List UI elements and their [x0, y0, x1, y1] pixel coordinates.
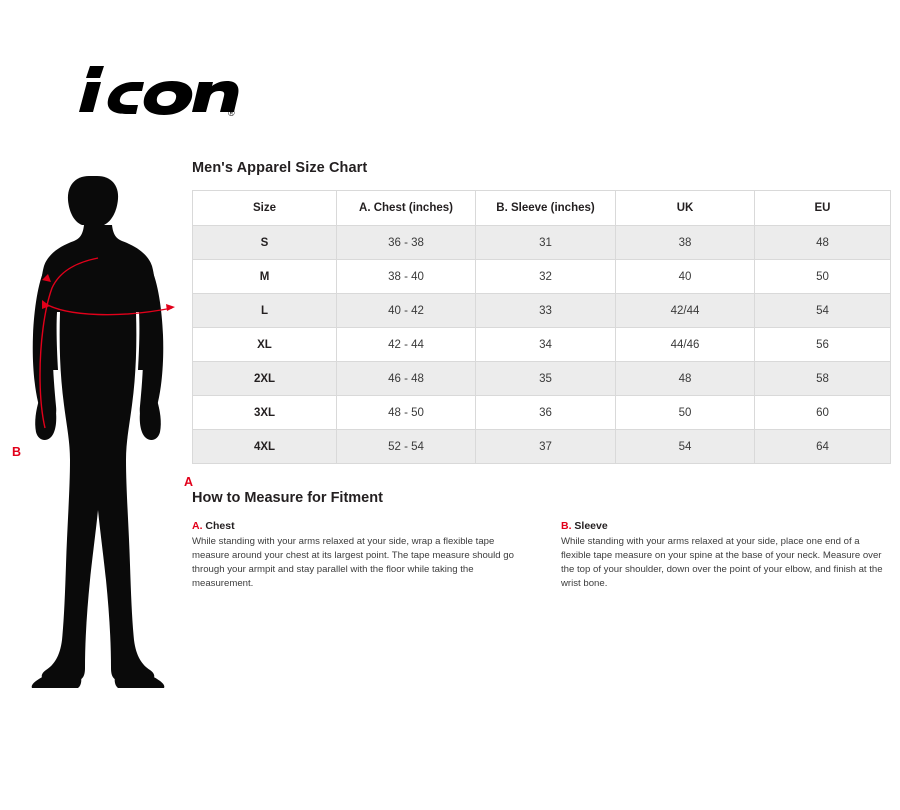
- cell-uk: 44/46: [616, 328, 755, 362]
- table-row: [193, 226, 891, 260]
- cell-chest: 46 - 48: [337, 362, 476, 396]
- cell-size: XL: [193, 328, 337, 362]
- cell-size: 4XL: [193, 430, 337, 464]
- content-column: [192, 160, 890, 591]
- cell-eu: 56: [755, 328, 891, 362]
- registered-mark: ®: [228, 108, 235, 118]
- cell-chest: 48 - 50: [337, 396, 476, 430]
- cell-eu: 58: [755, 362, 891, 396]
- cell-uk: 40: [616, 260, 755, 294]
- cell-uk: 50: [616, 396, 755, 430]
- cell-size: 3XL: [193, 396, 337, 430]
- cell-uk: 42/44: [616, 294, 755, 328]
- cell-size: 2XL: [193, 362, 337, 396]
- column-header-chest: A. Chest (inches): [337, 191, 476, 226]
- cell-uk: 38: [616, 226, 755, 260]
- brand-logo: [60, 60, 240, 120]
- chest-arrow-head-right-icon: [166, 304, 175, 311]
- cell-chest: 38 - 40: [337, 260, 476, 294]
- icon-wordmark-icon: [60, 60, 240, 122]
- how-to-measure-chest: [192, 520, 517, 591]
- how-to-measure-sleeve: [561, 520, 886, 591]
- how-to-sleeve-text: While standing with your arms relaxed at your side, place one end of a flexible tape measure on your spine at the base of your neck. Measure over the top of your shoulder, down over the point of your elbow, and finish at the wrist bone.: [561, 536, 883, 589]
- cell-sleeve: 34: [476, 328, 616, 362]
- cell-sleeve: 31: [476, 226, 616, 260]
- how-to-measure-title: How to Measure for Fitment: [192, 490, 383, 506]
- male-body-silhouette-icon: [12, 170, 192, 690]
- column-header-size: Size: [193, 191, 337, 226]
- how-to-chest-letter: A.: [192, 520, 203, 532]
- measurement-figure: [12, 170, 192, 690]
- cell-eu: 48: [755, 226, 891, 260]
- cell-sleeve: 35: [476, 362, 616, 396]
- cell-eu: 64: [755, 430, 891, 464]
- cell-eu: 54: [755, 294, 891, 328]
- table-row: [193, 294, 891, 328]
- cell-sleeve: 36: [476, 396, 616, 430]
- table-row: [193, 430, 891, 464]
- cell-size: S: [193, 226, 337, 260]
- how-to-measure-section: [192, 490, 890, 591]
- column-header-eu: EU: [755, 191, 891, 226]
- cell-chest: 36 - 38: [337, 226, 476, 260]
- column-header-sleeve: B. Sleeve (inches): [476, 191, 616, 226]
- how-to-sleeve-heading: [561, 520, 886, 532]
- cell-eu: 50: [755, 260, 891, 294]
- how-to-sleeve-letter: B.: [561, 520, 572, 532]
- table-header-row: [193, 191, 891, 226]
- table-row: [193, 328, 891, 362]
- table-row: [193, 260, 891, 294]
- callout-label-a: A: [184, 475, 194, 489]
- column-header-uk: UK: [616, 191, 755, 226]
- cell-size: L: [193, 294, 337, 328]
- page-title: Men's Apparel Size Chart: [192, 160, 368, 176]
- table-row: [193, 362, 891, 396]
- cell-sleeve: 37: [476, 430, 616, 464]
- how-to-chest-heading: [192, 520, 517, 532]
- table-row: [193, 396, 891, 430]
- cell-uk: 54: [616, 430, 755, 464]
- cell-chest: 42 - 44: [337, 328, 476, 362]
- callout-label-b: B: [12, 445, 22, 459]
- cell-size: M: [193, 260, 337, 294]
- how-to-chest-text: While standing with your arms relaxed at your side, wrap a flexible tape measure around your chest at its largest point. The tape measure should go through your armpit and stay parallel with the floor while taking the measurement.: [192, 536, 514, 589]
- how-to-chest-name: Chest: [205, 520, 235, 532]
- how-to-sleeve-name: Sleeve: [574, 520, 608, 532]
- cell-uk: 48: [616, 362, 755, 396]
- size-chart-table: [192, 190, 891, 464]
- cell-sleeve: 32: [476, 260, 616, 294]
- cell-chest: 40 - 42: [337, 294, 476, 328]
- cell-sleeve: 33: [476, 294, 616, 328]
- cell-chest: 52 - 54: [337, 430, 476, 464]
- cell-eu: 60: [755, 396, 891, 430]
